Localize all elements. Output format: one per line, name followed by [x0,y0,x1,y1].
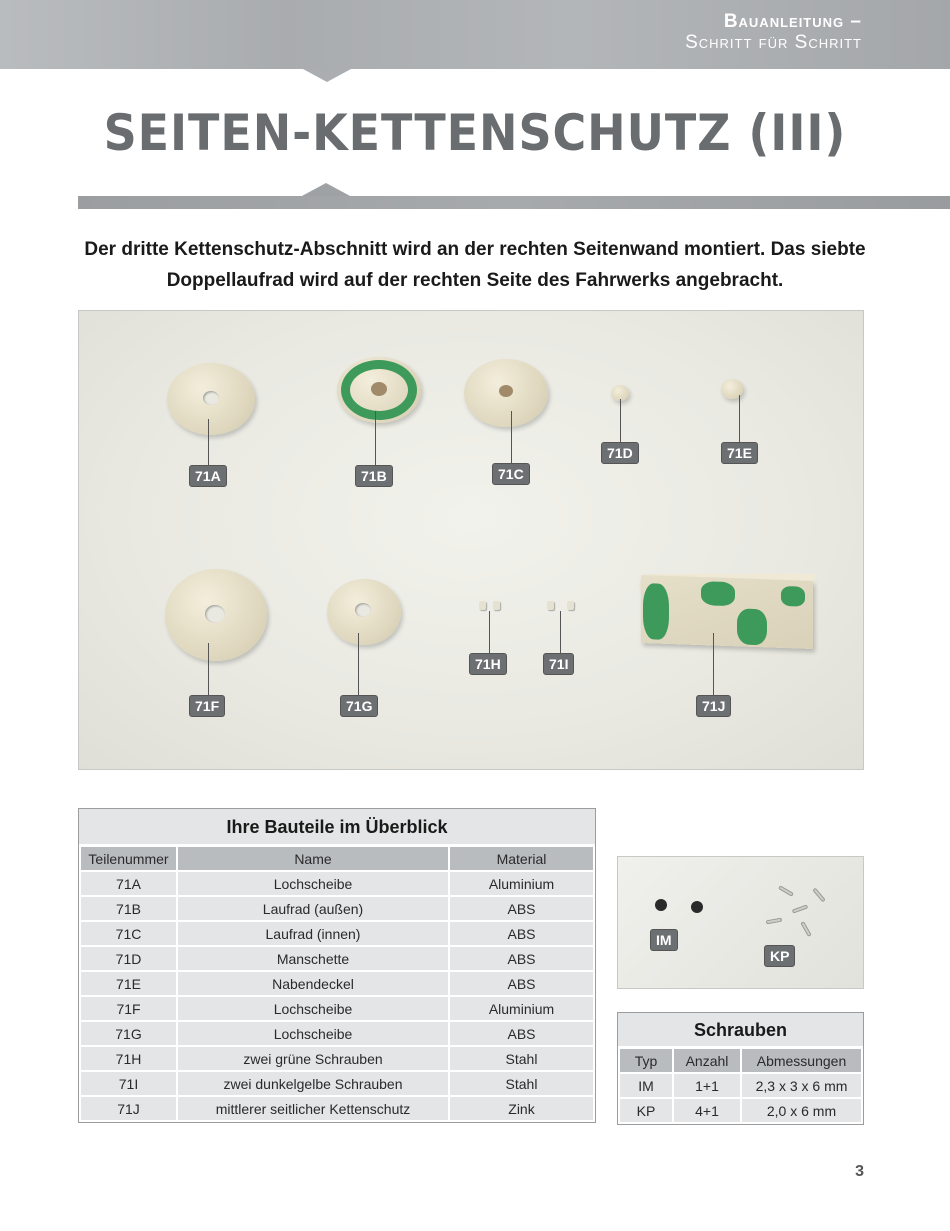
table-header-row [619,1048,862,1073]
table-row [80,1021,594,1046]
screws-table-title: Schrauben [618,1013,863,1047]
kp-screw [766,918,782,925]
kp-screw [812,888,825,903]
part-label-71e: 71E [721,442,758,464]
col-header-material: Material [449,846,594,871]
parts-table-title: Ihre Bauteile im Überblick [79,809,595,845]
cell-material: ABS [449,921,594,946]
col-header-part-number: Teilenummer [80,846,177,871]
kp-screw [778,885,794,896]
cell-name: Laufrad (außen) [177,896,449,921]
cell-type: IM [619,1073,673,1098]
cell-material: ABS [449,896,594,921]
table-row [80,896,594,921]
cell-part-number: 71F [80,996,177,1021]
cell-part-number: 71A [80,871,177,896]
table-row [619,1073,862,1098]
part-label-71a: 71A [189,465,227,487]
parts-photo [78,310,864,770]
cell-count: 1+1 [673,1073,741,1098]
cell-material: Stahl [449,1071,594,1096]
cell-part-number: 71C [80,921,177,946]
page-title: SEITEN-KETTENSCHUTZ (III) [103,104,847,162]
part-71i-screw [547,601,554,610]
part-71i-screw [567,601,574,610]
table-header-row [80,846,594,871]
part-label-71b: 71B [355,465,393,487]
header-notch [303,69,351,82]
part-71g-disc [327,579,401,645]
cell-material: ABS [449,946,594,971]
cell-count: 4+1 [673,1098,741,1123]
table-row [80,946,594,971]
cell-part-number: 71B [80,896,177,921]
screws-photo [617,856,864,989]
divider-bar [78,196,950,209]
screw-label-kp: KP [764,945,795,967]
intro-text: Der dritte Kettenschutz-Abschnitt wird an der rechten Seitenwand montiert. Das siebte Doppellaufrad wird auf der rechten Seite des Fahrwerks angebracht. [84,239,866,291]
cell-material: Aluminium [449,996,594,1021]
col-header-type: Typ [619,1048,673,1073]
page-number: 3 [855,1163,864,1180]
part-71c-wheel [464,359,548,427]
cell-dimensions: 2,3 x 3 x 6 mm [741,1073,862,1098]
cell-type: KP [619,1098,673,1123]
header-line-2: Schritt für Schritt [685,31,862,53]
table-row [80,1046,594,1071]
cell-part-number: 71D [80,946,177,971]
part-71f-disc [165,569,267,661]
table-row [80,921,594,946]
im-nut [691,901,703,913]
cell-part-number: 71J [80,1096,177,1121]
part-label-71g: 71G [340,695,378,717]
part-71a-disc [167,363,255,435]
cell-name: zwei grüne Schrauben [177,1046,449,1071]
cell-name: Laufrad (innen) [177,921,449,946]
part-71h-screw [479,601,486,610]
col-header-dimensions: Abmessungen [741,1048,862,1073]
cell-material: ABS [449,971,594,996]
part-label-71c: 71C [492,463,530,485]
part-71h-screw [493,601,500,610]
cell-part-number: 71I [80,1071,177,1096]
cell-dimensions: 2,0 x 6 mm [741,1098,862,1123]
part-71b-wheel [337,357,421,423]
cell-name: mittlerer seitlicher Kettenschutz [177,1096,449,1121]
cell-material: Aluminium [449,871,594,896]
cell-name: Lochscheibe [177,1021,449,1046]
part-label-71h: 71H [469,653,507,675]
cell-part-number: 71E [80,971,177,996]
cell-name: Lochscheibe [177,871,449,896]
part-label-71f: 71F [189,695,225,717]
table-row [80,971,594,996]
table-row [80,1071,594,1096]
part-71j-guard [641,575,813,649]
table-row [80,996,594,1021]
part-label-71j: 71J [696,695,731,717]
col-header-count: Anzahl [673,1048,741,1073]
cell-name: Manschette [177,946,449,971]
kp-screw [792,904,808,913]
table-row [80,871,594,896]
im-nut [655,899,667,911]
screw-label-im: IM [650,929,678,951]
part-label-71i: 71I [543,653,574,675]
cell-name: Lochscheibe [177,996,449,1021]
cell-part-number: 71G [80,1021,177,1046]
cell-part-number: 71H [80,1046,177,1071]
table-row [619,1098,862,1123]
part-label-71d: 71D [601,442,639,464]
divider-peak [300,183,352,197]
cell-name: zwei dunkelgelbe Schrauben [177,1071,449,1096]
parts-table [78,808,596,1123]
cell-material: ABS [449,1021,594,1046]
cell-material: Zink [449,1096,594,1121]
cell-name: Nabendeckel [177,971,449,996]
col-header-name: Name [177,846,449,871]
cell-material: Stahl [449,1046,594,1071]
screws-table [617,1012,864,1125]
kp-screw [800,921,811,937]
table-row [80,1096,594,1121]
header-title [685,12,862,54]
header-line-1: Bauanleitung – [723,11,862,32]
